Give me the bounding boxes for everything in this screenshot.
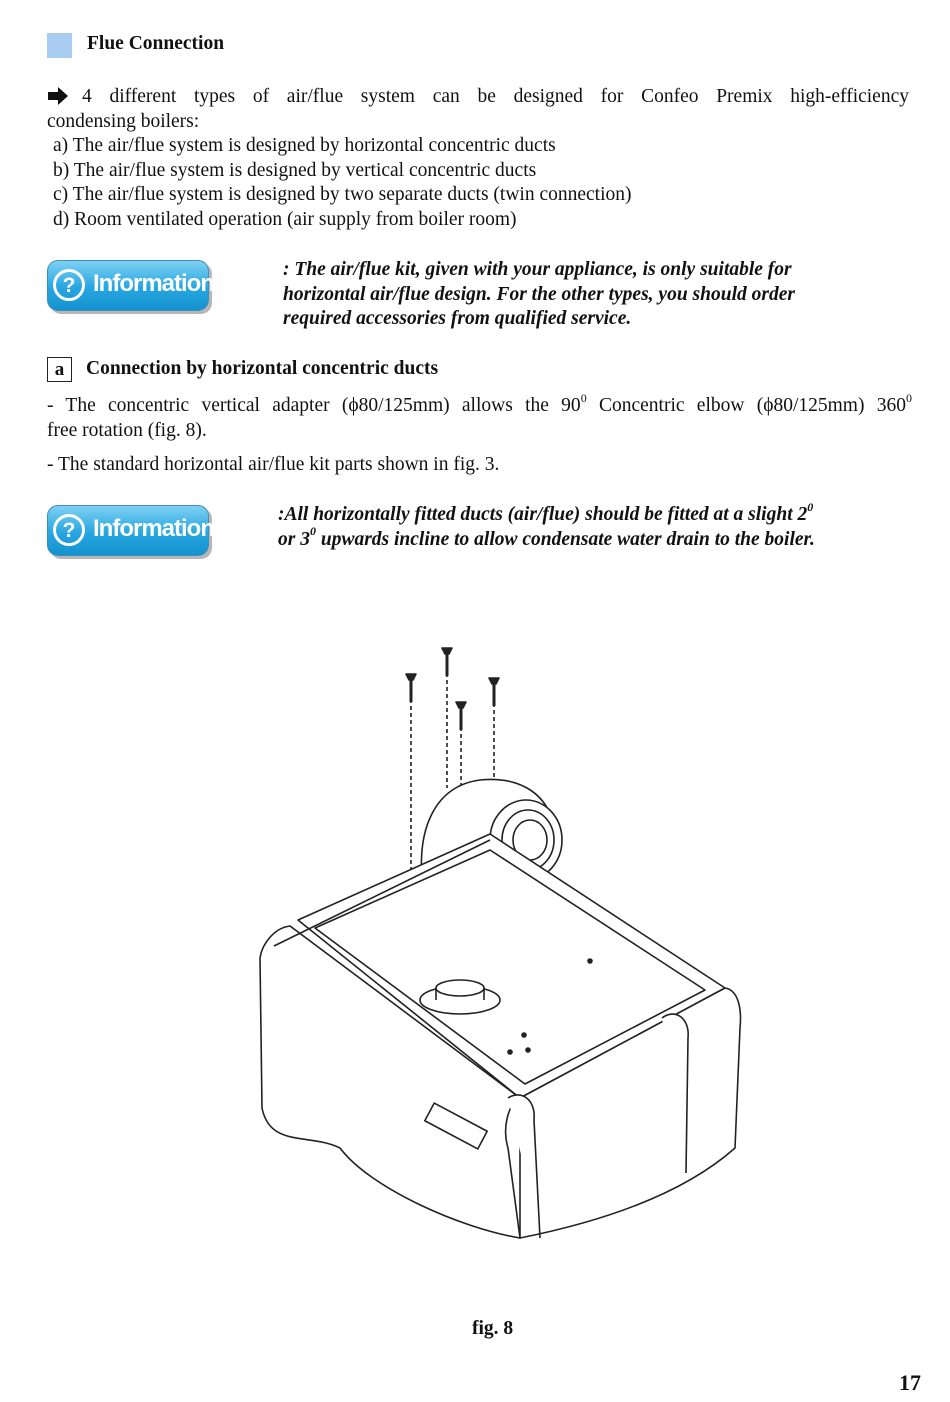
- section-marker-square: [47, 33, 72, 58]
- list-item: a) The air/flue system is designed by horizontal concentric ducts: [53, 135, 556, 156]
- note-1: [283, 258, 795, 332]
- page-number: 17: [899, 1370, 921, 1395]
- information-label: Information: [93, 515, 214, 542]
- paragraph-text: Concentric elbow (ϕ80/125mm) 360: [586, 395, 906, 416]
- note-line: :All horizontally fitted ducts (air/flue) should be fitted at a slight 2: [278, 504, 808, 525]
- information-badge: [47, 505, 214, 556]
- intro-line-2: condensing boilers:: [47, 111, 200, 132]
- note-line: or 3: [278, 528, 310, 550]
- paragraph-adapter: [47, 390, 912, 443]
- list-item: c) The air/flue system is designed by two separate ducts (twin connection): [53, 184, 632, 206]
- section-title: Flue Connection: [87, 33, 225, 54]
- note-line: upwards incline to allow condensate water drain to the boiler.: [315, 528, 815, 550]
- degree-superscript: 0: [580, 390, 587, 405]
- option-list: [53, 134, 632, 232]
- paragraph-text: - The concentric vertical adapter (ϕ80/125mm) allows the 90: [47, 395, 581, 416]
- paragraph-standard-kit: - The standard horizontal air/flue kit parts shown in fig. 3.: [47, 454, 500, 475]
- screw-icon: [406, 674, 416, 873]
- subsection-letter-box: a: [47, 357, 72, 382]
- degree-superscript: 0: [309, 524, 316, 539]
- question-circle-icon: ?: [53, 269, 85, 301]
- arrow-right-icon: [47, 86, 69, 106]
- paragraph-text: free rotation (fig. 8).: [47, 419, 207, 441]
- list-item: b) The air/flue system is designed by vertical concentric ducts: [53, 159, 537, 181]
- note-line: required accessories from qualified service.: [283, 308, 632, 330]
- screw-icon: [442, 648, 452, 788]
- information-label: Information: [93, 270, 214, 297]
- boiler-casing: [260, 834, 740, 1238]
- note-line: : The air/flue kit, given with your appliance, is only suitable for: [283, 259, 792, 280]
- degree-superscript: 0: [906, 390, 912, 405]
- intro-line-1: 4 different types of air/flue system can be designed for Confeo Premix high-efficiency: [82, 86, 909, 107]
- figure-caption: fig. 8: [472, 1318, 514, 1339]
- note-line: horizontal air/flue design. For the other types, you should order: [283, 283, 795, 305]
- boiler-flue-illustration: [190, 628, 760, 1268]
- information-badge: [47, 260, 214, 311]
- degree-superscript: 0: [807, 499, 814, 514]
- subsection-title: Connection by horizontal concentric ducts: [86, 358, 439, 379]
- list-item: d) Room ventilated operation (air supply from boiler room): [53, 208, 517, 230]
- note-2: [278, 499, 815, 552]
- question-circle-icon: ?: [53, 514, 85, 546]
